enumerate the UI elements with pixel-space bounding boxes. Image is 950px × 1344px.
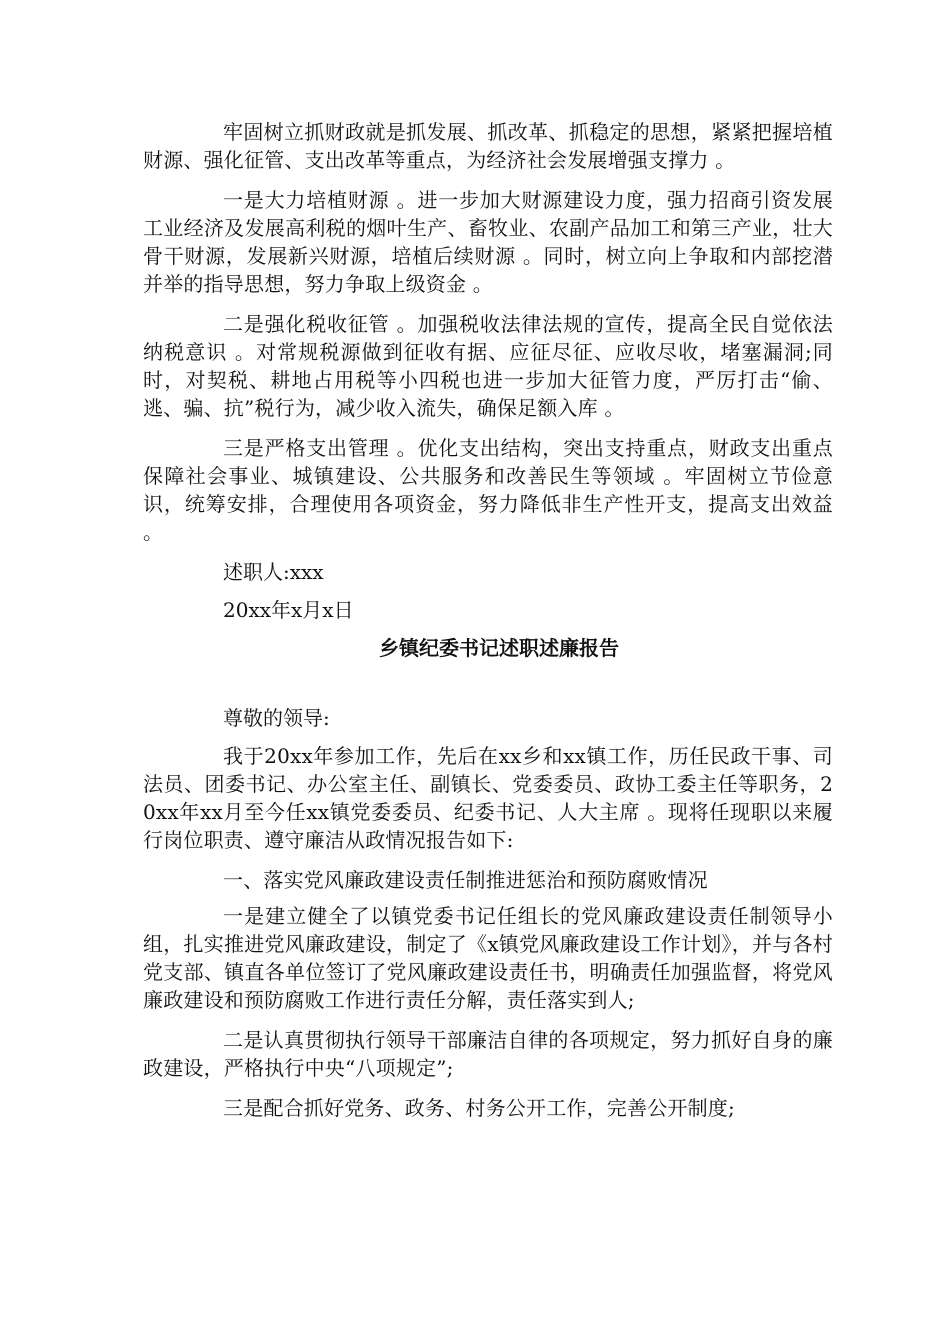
report-title: 乡镇纪委书记述职述廉报告: [379, 636, 619, 660]
paragraph-expenditure-management: 三是严格支出管理 。优化支出结构，突出支持重点，财政支出重点保障社会事业、城镇建设、公共服务和改善民生等领域 。牢固树立节俭意识，统筹安排，合理使用各项资金，努力降低非生产性开支，提高支出效益 。: [143, 436, 833, 544]
paragraph-open-affairs: 三是配合抓好党务、政务、村务公开工作，完善公开制度;: [223, 1096, 735, 1120]
signature-line: 述职人:xxx: [223, 560, 324, 584]
paragraph-finance-intro: 牢固树立抓财政就是抓发展、抓改革、抓稳定的思想，紧紧把握培植财源、强化征管、支出改革等重点，为经济社会发展增强支撑力 。: [143, 120, 833, 172]
section-heading-responsibility: 一、落实党风廉政建设责任制推进惩治和预防腐败情况: [223, 868, 708, 892]
paragraph-self-discipline: 二是认真贯彻执行领导干部廉洁自律的各项规定，努力抓好自身的廉政建设，严格执行中央“八项规定”;: [143, 1028, 833, 1080]
paragraph-tax-collection: 二是强化税收征管 。加强税收法律法规的宣传，提高全民自觉依法纳税意识 。对常规税源做到征收有据、应征尽征、应收尽收，堵塞漏洞;同时，对契税、耕地占用税等小四税也进一步加大征管力度，严厉打击“偷、逃、骗、抗”税行为，减少收入流失，确保足额入库 。: [143, 312, 833, 420]
paragraph-cultivate-revenue: 一是大力培植财源 。进一步加大财源建设力度，强力招商引资发展工业经济及发展高利税的烟叶生产、畜牧业、农副产品加工和第三产业，壮大骨干财源，发展新兴财源，培植后续财源 。同时，树立向上争取和内部挖潜并举的指导思想，努力争取上级资金 。: [143, 188, 833, 296]
document-page: [143, 118, 833, 1134]
paragraph-work-history: 我于20xx年参加工作，先后在xx乡和xx镇工作，历任民政干事、司法员、团委书记、办公室主任、副镇长、党委委员、政协工委主任等职务，20xx年xx月至今任xx镇党委委员、纪委书记、人大主席 。现将任现职以来履行岗位职责、遵守廉洁从政情况报告如下:: [143, 744, 833, 852]
date-line: 20xx年x月x日: [223, 598, 354, 622]
salutation: 尊敬的领导:: [223, 706, 330, 730]
paragraph-leadership-group: 一是建立健全了以镇党委书记任组长的党风廉政建设责任制领导小组，扎实推进党风廉政建设，制定了《x镇党风廉政建设工作计划》，并与各村党支部、镇直各单位签订了党风廉政建设责任书，明确责任加强监督，将党风廉政建设和预防腐败工作进行责任分解，责任落实到人;: [143, 904, 833, 1012]
title-spacer: [143, 662, 833, 704]
